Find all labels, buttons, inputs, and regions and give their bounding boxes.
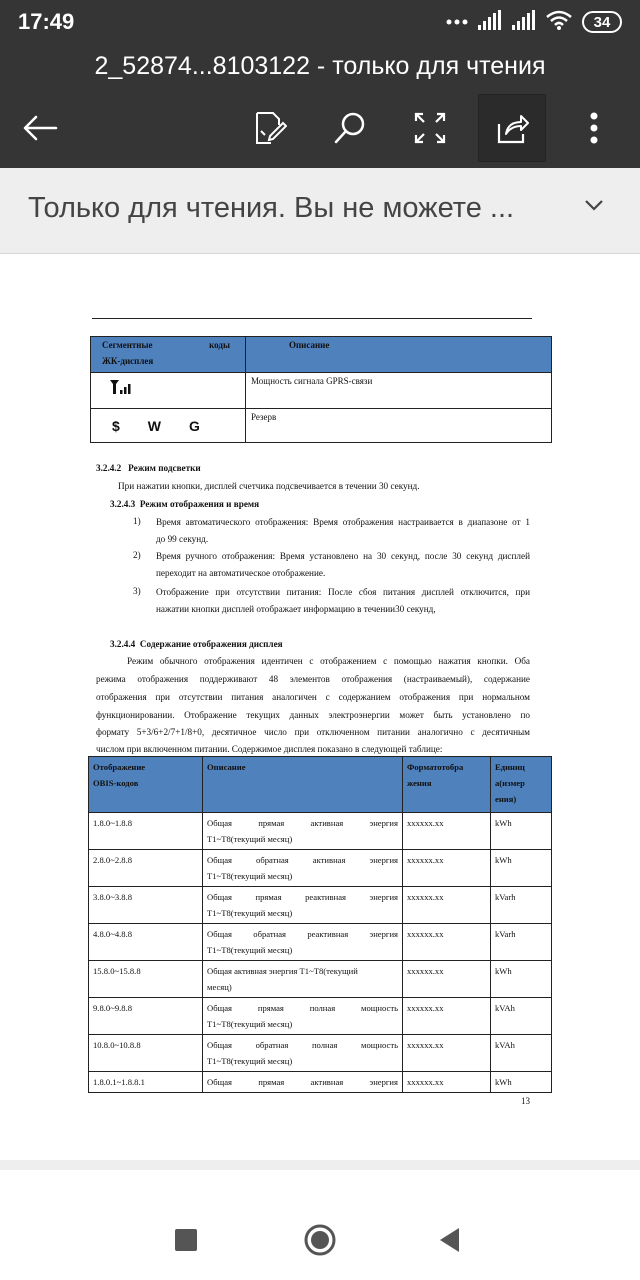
header-text: а(измер [495,778,525,788]
format-cell: xxxxxx.xx [403,1035,491,1072]
section-title: Содержание отображения дисплея [139,639,283,649]
header-cell-obis [89,757,203,813]
description-line: Общая прямая полная мощность [207,1003,398,1013]
table-row [89,961,552,998]
header-text: жения [407,778,432,788]
table-row [89,813,552,850]
section-heading-content [110,638,283,651]
paragraph-line: режима отображения поддерживают 48 элементов отображения (настраиваемый), содержание [96,674,530,684]
description-cell [203,1035,403,1072]
list-item-line: Время автоматического отображения: Время отображения настраивается в диапазоне от 1 [156,517,530,527]
description-cell: Мощность сигнала GPRS-связи [246,373,552,409]
header-cell-codes [91,337,246,373]
table-row [89,887,552,924]
unit-cell: kVarh [491,887,552,924]
description-line: Общая обратная активная энергия [207,855,398,865]
unit-cell: kWh [491,850,552,887]
lcd-char: G [189,418,200,434]
list-number: 2) [133,550,141,560]
paragraph-line: формату 5+3/6+2/7+1/8+0, десятичное число при отключенном питании аналогично с десятичным [96,727,530,737]
list-number: 3) [133,586,141,596]
list-number: 1) [133,516,141,526]
header-text: Форматотобра [407,762,464,772]
description-cell [203,1072,403,1093]
lcd-char: W [147,418,162,434]
unit-cell: kWh [491,1072,552,1093]
table-row [89,924,552,961]
paragraph-line: отображения при отсутствии питания аналогичен с содержанием отображения при нормальном [96,692,530,702]
header-rule [92,318,532,319]
header-text: ЖК-дисплея [102,356,154,366]
table-row [89,850,552,887]
table-row [89,1072,552,1093]
section-number: 3.2.4.4 [110,639,136,649]
signal-bars-icon [96,376,132,396]
wifi-icon [546,10,572,35]
lcd-code-cell [91,373,246,409]
description-line: Общая активная энергия T1~T8(текущий [207,966,358,976]
fullscreen-icon[interactable] [396,94,464,162]
section-title: Режим отображения и время [139,499,260,509]
obis-code-cell: 2.8.0~2.8.8 [89,850,203,887]
section-number: 3.2.4.2 [96,463,122,473]
description-line: месяц) [207,982,232,992]
paragraph-line: функционировании. Отображение текущих данных электроэнергии может быть установлено по [96,710,530,720]
obis-display-table [88,756,552,1093]
list-item-line: переходит на автоматическое отображение. [156,568,326,578]
description-line: Общая обратная реактивная энергия [207,929,398,939]
description-cell [203,998,403,1035]
back-arrow-icon[interactable] [6,94,74,162]
description-line: Общая прямая реактивная энергия [207,892,398,902]
header-cell-unit [491,757,552,813]
status-icons [446,10,622,34]
format-cell: xxxxxx.xx [403,924,491,961]
status-bar [0,0,640,44]
description-line: T1~T8(текущий месяц) [207,834,293,844]
description-cell [203,887,403,924]
section-title: Режим подсветки [128,463,201,473]
list-item-line: Время ручного отображения: Время установлено на 30 секунд, после 30 секунд дисплей [156,551,530,561]
unit-cell: kVAh [491,1035,552,1072]
lcd-code-cell [91,409,246,443]
description-cell [203,850,403,887]
header-text: Сегментные [102,340,153,350]
signal-icon-2 [512,10,536,35]
header-cell-description [246,337,552,373]
format-cell: xxxxxx.xx [403,961,491,998]
header-text: Описание [207,762,246,772]
recents-square-icon[interactable] [166,1220,206,1260]
list-item-line: нажатии кнопки дисплей отображает информацию в течении30 секунд, [156,604,436,614]
header-text: OBIS-кодов [93,778,139,788]
description-line: Общая прямая активная энергия [207,1077,398,1087]
edit-document-icon[interactable] [236,94,304,162]
description-line: T1~T8(текущий месяц) [207,871,293,881]
header-cell-format [403,757,491,813]
battery-icon: 34 [582,11,622,33]
title-bar [0,44,640,90]
description-cell: Резерв [246,409,552,443]
unit-cell: kVarh [491,924,552,961]
obis-code-cell: 4.8.0~4.8.8 [89,924,203,961]
list-item-line: до 99 секунд. [156,534,209,544]
table-row [91,373,552,409]
table-row [91,409,552,443]
document-page[interactable] [0,254,640,1160]
description-line: T1~T8(текущий месяц) [207,945,293,955]
lcd-char: $ [112,418,120,434]
table-header-row [89,757,552,813]
list-item-line: Отображение при отсутствии питания: После сбоя питания дисплей отключится, при [156,587,530,597]
obis-code-cell: 1.8.0~1.8.8 [89,813,203,850]
description-line: T1~T8(текущий месяц) [207,1019,293,1029]
unit-cell: kWh [491,961,552,998]
format-cell: xxxxxx.xx [403,1072,491,1093]
page-separator [0,1160,640,1170]
description-line: Общая обратная полная мощность [207,1040,398,1050]
table-row [89,1035,552,1072]
table-header-row [91,337,552,373]
format-cell: xxxxxx.xx [403,813,491,850]
description-cell [203,961,403,998]
paragraph-line: числом при включенном питании. Содержимое дисплея показано в следующей таблице: [96,744,443,754]
segment-codes-table [90,336,552,443]
header-text: Единиц [495,762,525,772]
format-cell: xxxxxx.xx [403,850,491,887]
obis-code-cell: 1.8.0.1~1.8.8.1 [89,1072,203,1093]
unit-cell: kWh [491,813,552,850]
description-line: Общая прямая активная энергия [207,818,398,828]
format-cell: xxxxxx.xx [403,887,491,924]
paragraph-line: Режим обычного отображения идентичен с отображением с помощью нажатия кнопки. Оба [127,656,530,666]
obis-code-cell: 3.8.0~3.8.8 [89,887,203,924]
backlight-text: При нажатии кнопки, дисплей счетчика подсвечивается в течении 30 секунд. [118,481,420,491]
description-cell [203,813,403,850]
page-number: 13 [521,1096,530,1106]
dots-icon [446,13,468,31]
format-cell: xxxxxx.xx [403,998,491,1035]
more-icon[interactable] [560,94,628,162]
toolbar [0,90,640,168]
home-circle-icon[interactable] [300,1220,340,1260]
document-title: 2_52874...8103122 - только для чтения [94,52,546,80]
header-cell-description [203,757,403,813]
description-line: T1~T8(текущий месяц) [207,908,293,918]
description-line: T1~T8(текущий месяц) [207,1056,293,1066]
chevron-down-icon[interactable] [584,198,604,216]
header-text: Описание [289,340,330,350]
obis-code-cell: 9.8.0~9.8.8 [89,998,203,1035]
section-number: 3.2.4.3 [110,499,136,509]
system-navbar [0,1196,640,1280]
search-icon[interactable] [316,94,384,162]
unit-cell: kVAh [491,998,552,1035]
header-text: ения) [495,794,517,804]
section-heading-display [110,498,259,511]
section-heading-backlight [96,462,201,475]
description-cell [203,924,403,961]
read-only-banner[interactable] [0,168,640,254]
obis-code-cell: 15.8.0~15.8.8 [89,961,203,998]
share-icon[interactable] [478,94,546,162]
table-row [89,998,552,1035]
header-text: Отображение [93,762,146,772]
back-triangle-icon[interactable] [430,1220,470,1260]
header-text: коды [209,340,230,350]
status-time: 17:49 [18,9,75,34]
obis-code-cell: 10.8.0~10.8.8 [89,1035,203,1072]
banner-text: Только для чтения. Вы не можете ... [28,192,515,224]
signal-icon [478,10,502,35]
